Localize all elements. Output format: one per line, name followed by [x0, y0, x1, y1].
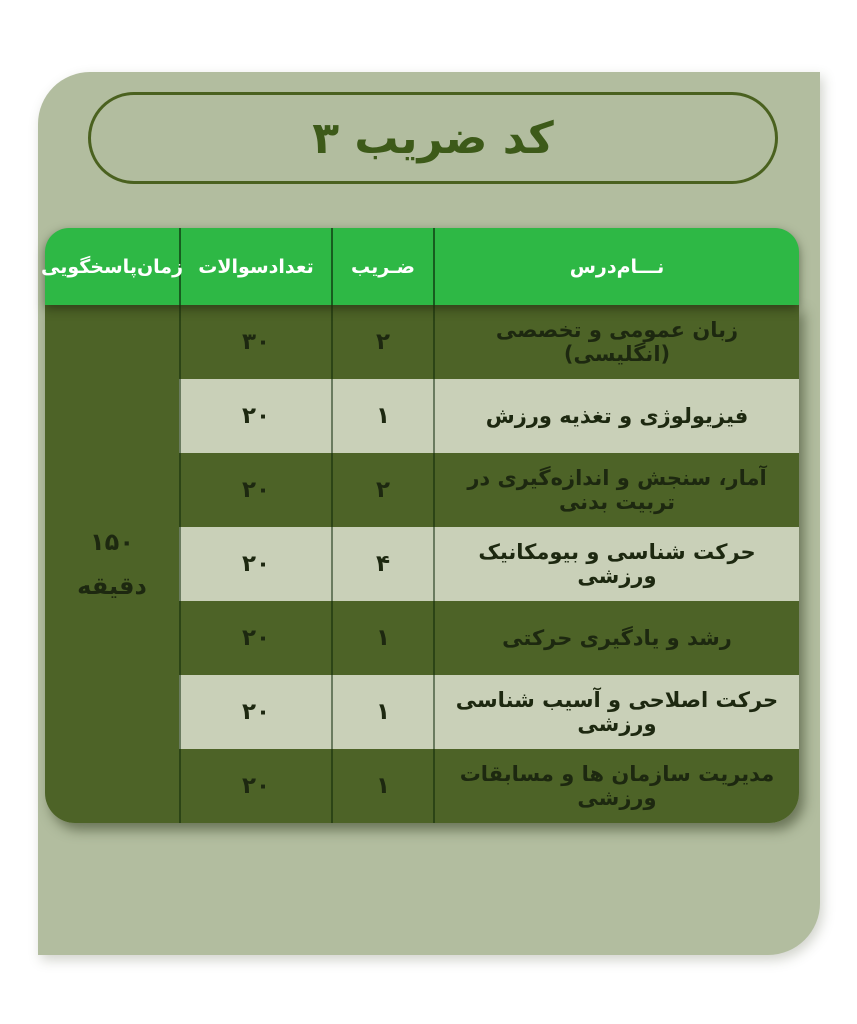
questions-count-cell: ۲۰	[179, 601, 331, 675]
title-badge	[88, 92, 778, 184]
course-name-cell: فیزیولوژی و تغذیه ورزش	[433, 379, 799, 453]
questions-count-cell: ۳۰	[179, 305, 331, 379]
coefficient-cell: ۲	[331, 305, 433, 379]
coefficient-cell: ۱	[331, 601, 433, 675]
course-name-cell: آمار، سنجش و اندازه‌گیری در تربیت بدنی	[433, 453, 799, 527]
course-name-cell: مدیریت سازمان ها و مسابقات ورزشی	[433, 749, 799, 823]
answer-time-value: ۱۵۰	[90, 528, 134, 556]
answer-time-cell	[45, 305, 179, 823]
page-title: کد ضریب ۳	[312, 112, 554, 164]
questions-count-cell: ۲۰	[179, 749, 331, 823]
questions-count-cell: ۲۰	[179, 527, 331, 601]
answer-time-unit: دقیقه	[77, 572, 147, 600]
info-card	[38, 72, 820, 955]
header-cell-questions-count: تعدادسوالات	[179, 228, 331, 305]
header-cell-coefficient: ضـریب	[331, 228, 433, 305]
course-name-cell: حرکت اصلاحی و آسیب شناسی ورزشی	[433, 675, 799, 749]
questions-count-cell: ۲۰	[179, 675, 331, 749]
coefficient-cell: ۱	[331, 749, 433, 823]
header-cell-answer-time: زمان‌پاسخگویی	[40, 255, 184, 278]
table-header	[40, 228, 799, 305]
questions-count-cell: ۲۰	[179, 379, 331, 453]
questions-count-cell: ۲۰	[179, 453, 331, 527]
table-body	[45, 305, 799, 823]
course-name-cell: حرکت شناسی و بیومکانیک ورزشی	[433, 527, 799, 601]
header-cell-course-name: نـــام‌درس	[433, 228, 799, 305]
coefficient-cell: ۱	[331, 379, 433, 453]
coefficient-cell: ۴	[331, 527, 433, 601]
exam-table	[40, 228, 799, 823]
coefficient-cell: ۲	[331, 453, 433, 527]
course-name-cell: رشد و یادگیری حرکتی	[433, 601, 799, 675]
course-name-cell: زبان عمومی و تخصصی (انگلیسی)	[433, 305, 799, 379]
coefficient-cell: ۱	[331, 675, 433, 749]
